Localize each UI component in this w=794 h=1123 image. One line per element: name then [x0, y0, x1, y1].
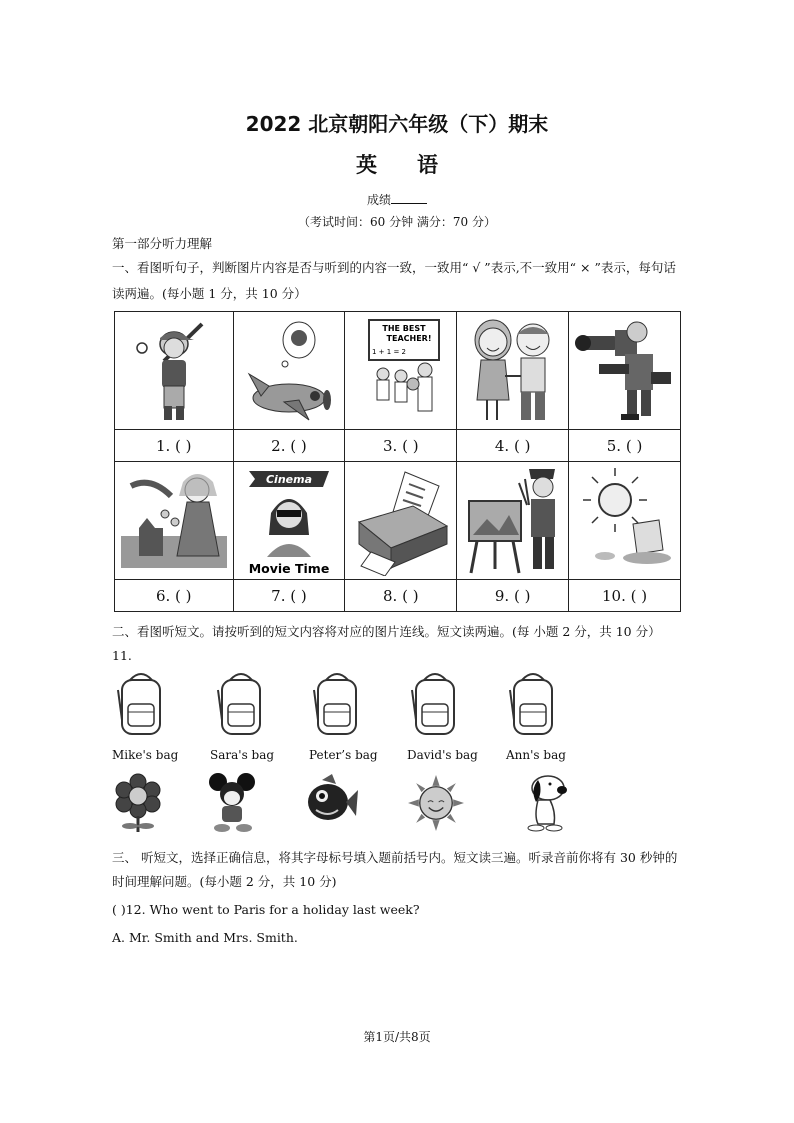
picture-row-2 [115, 462, 681, 580]
answer-10[interactable]: 10. ( ) [569, 580, 681, 612]
label-row-1 [115, 430, 681, 462]
pic-boy-girl-holding-hands [457, 312, 569, 430]
backpack-icon [408, 670, 462, 738]
score-line [0, 191, 794, 208]
answer-3[interactable]: 3. ( ) [345, 430, 457, 462]
answer-8[interactable]: 8. ( ) [345, 580, 457, 612]
page-number: 第1页/共8页 [363, 1030, 431, 1044]
bag-label-david: David's bag [407, 748, 478, 762]
section1-instruction-line1: 一、看图听句子，判断图片内容是否与听到的内容一致，一致用“ √ ”表示,不一致用“ × ”表示，每句话 [112, 260, 676, 275]
sun-icon [408, 772, 464, 834]
backpack-icon [506, 670, 560, 738]
question-12: ( )12. Who went to Paris for a holiday last week? [112, 902, 420, 917]
answer-9[interactable]: 9. ( ) [457, 580, 569, 612]
label-row-2 [115, 580, 681, 612]
page-title: 2022 北京朝阳六年级（下）期末 [245, 112, 549, 136]
answer-5[interactable]: 5. ( ) [569, 430, 681, 462]
score-blank[interactable] [391, 192, 427, 204]
fish-icon [302, 772, 358, 834]
backpack-icon [310, 670, 364, 738]
pic-printer [345, 462, 457, 580]
pic-cinema [233, 462, 345, 580]
backpack-icon [114, 670, 168, 738]
bag-label-ann: Ann's bag [506, 748, 566, 762]
exam-time-note: （考试时间：60 分钟 满分：70 分） [298, 215, 496, 229]
pic-plane-dream [233, 312, 345, 430]
pic-girl-cat-flowers [115, 462, 234, 580]
subject-title: 英语 [356, 153, 478, 177]
section3-instruction-line2: 时间理解问题。(每小题 2 分，共 10 分) [112, 874, 337, 889]
backpack-icon [214, 670, 268, 738]
pic-best-teacher [345, 312, 457, 430]
mickey-mouse-icon [204, 772, 260, 834]
section2-instruction: 二、看图听短文。请按听到的短文内容将对应的图片连线。短文读两遍。(每 小题 2 分，共 10 分） [112, 624, 661, 639]
snoopy-dog-icon [516, 772, 572, 834]
pic-baseball-boy [115, 312, 234, 430]
section1-instruction-line2: 读两遍。(每小题 1 分，共 10 分） [112, 286, 307, 301]
section3-instruction-line1: 三、 听短文，选择正确信息，将其字母标号填入题前括号内。短文读三遍。听录音前你将有 30 秒钟的 [112, 850, 678, 865]
answer-2[interactable]: 2. ( ) [233, 430, 345, 462]
answer-1[interactable]: 1. ( ) [115, 430, 234, 462]
part1-heading: 第一部分听力理解 [112, 236, 213, 251]
picture-row-1 [115, 312, 681, 430]
board-text: THE BEST [382, 323, 426, 333]
answer-6[interactable]: 6. ( ) [115, 580, 234, 612]
bag-label-sara: Sara's bag [210, 748, 275, 762]
score-label: 成绩 [366, 193, 391, 207]
pic-painter [457, 462, 569, 580]
answer-4[interactable]: 4. ( ) [457, 430, 569, 462]
board-math: 1 + 1 = 2 [371, 347, 406, 356]
bag-label-mike: Mike's bag [112, 748, 179, 762]
question-11-number: 11. [112, 648, 132, 663]
cinema-sign: Cinema [265, 472, 312, 486]
svg-text:TEACHER!: TEACHER! [386, 333, 432, 343]
pic-sun-ice-melting [569, 462, 681, 580]
question-12-option-a[interactable]: A. Mr. Smith and Mrs. Smith. [112, 930, 298, 945]
picture-judgement-table [114, 311, 681, 612]
pic-photographer [569, 312, 681, 430]
movie-time-text: Movie Time [248, 560, 330, 576]
bag-label-peter: Peter’s bag [309, 748, 378, 762]
flower-icon [110, 772, 166, 834]
answer-7[interactable]: 7. ( ) [233, 580, 345, 612]
